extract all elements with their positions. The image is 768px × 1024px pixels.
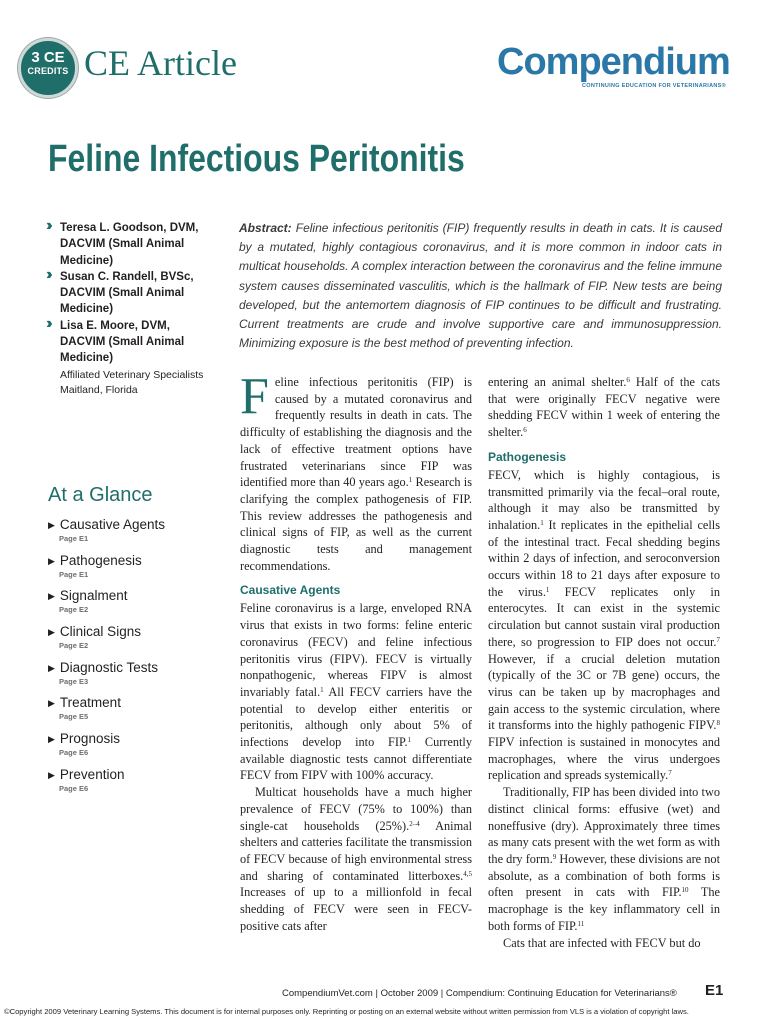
reference-mark: 7 (668, 769, 672, 778)
abstract-text: Feline infectious peritonitis (FIP) frequently results in death in cats. It is caused by a mutated, highly contagious coronavirus, and it is more common in indoor cats in multicat households. A complex interaction between the coronavirus and the feline immune system causes disseminated vasculitis, which is the hallmark of FIP. New tests are being developed, but the antemortem diagnosis of FIP continues to be difficult and frustrating. Current treatments are crude and involve supportive care and immunosuppression. Minimizing exposure is the best method of preventing infection. (239, 221, 722, 351)
glance-item-page: Page E2 (59, 641, 89, 651)
glance-item-label[interactable]: Pathogenesis (59, 552, 142, 568)
author-line: Medicine) (60, 352, 114, 365)
brand-tagline: CONTINUING EDUCATION FOR VETERINARIANS® (582, 83, 726, 89)
text-run: It replicates in the epithelial cells of the intestinal tract. Fecal shedding begins within 2 days of infection, and seroconversion occurs within 18 to 21 days after exposure to the virus. (488, 517, 720, 599)
text-run: entering an animal shelter. (488, 375, 627, 389)
glance-item-page: Page E1 (59, 569, 89, 579)
affiliation (46, 368, 226, 398)
affiliation-line: Maitland, Florida (60, 383, 138, 396)
triangle-right-icon: ▶ (48, 555, 55, 566)
triangle-right-icon: ▶ (48, 734, 55, 745)
text-run: Animal shelters and catteries facilitate the transmission of FECV because of high environmental stress and sharing of contaminated litterboxes. (240, 818, 473, 883)
text-run: All FECV carriers have the potential to develop either enteritis or peritonitis, although only about 5% of infections develop into FIP. (240, 684, 472, 750)
glance-item-page: Page E3 (59, 676, 89, 686)
text-run: Feline coronavirus is a large, enveloped RNA virus that exists in two forms: feline enteric coronavirus (FECV) and feline infectious peritonitis virus (FIPV). FECV is virtually nonpathogenic, whereas FIPV is almost invariably fatal. (240, 601, 472, 699)
glance-item-label[interactable]: Causative Agents (59, 517, 165, 532)
reference-mark: 1 (540, 518, 544, 527)
reference-mark: 1 (407, 736, 412, 745)
affiliation-line: Affiliated Veterinary Specialists (60, 368, 204, 381)
page-number: E1 (705, 982, 724, 999)
abstract (239, 219, 722, 353)
glance-item-label[interactable]: Prevention (59, 766, 125, 782)
reference-mark: 4,5 (463, 869, 472, 878)
section-heading-pathogenesis: Pathogenesis (488, 449, 567, 464)
at-a-glance-heading: At a Glance (48, 484, 153, 506)
paragraph (488, 374, 720, 441)
ce-credits-label: CREDITS (27, 66, 69, 76)
paragraph (488, 935, 720, 952)
reference-mark: 8 (716, 719, 720, 728)
text-run: Half of the cats that were originally FECV negative were shedding FECV within 1 week of entering the shelter. (488, 375, 720, 440)
reference-mark: 7 (716, 635, 720, 644)
text-run: However, these divisions are not absolute, as a combination of both forms is often present in cats with FIP. (488, 851, 720, 900)
author-line: DACVIM (Small Animal (60, 287, 185, 300)
glance-item[interactable] (48, 623, 228, 659)
glance-item[interactable] (48, 587, 228, 623)
reference-mark: 1 (408, 476, 413, 485)
text-run: Cats that are infected with FECV but do (503, 935, 701, 950)
glance-item[interactable] (48, 766, 228, 802)
triangle-right-icon: ▶ (48, 591, 55, 602)
reference-mark: 11 (577, 919, 585, 928)
paragraph (240, 368, 472, 574)
author-line: Teresa L. Goodson, DVM, (60, 222, 199, 234)
reference-mark: 9 (552, 852, 557, 861)
text-run: Increases of up to a millionfold in fecal shedding of FECV were seen in FECV-positive cats after (240, 885, 472, 933)
chevron-right-icon: ›› (46, 265, 49, 283)
triangle-right-icon: ▶ (48, 520, 55, 530)
copyright-notice: ©Copyright 2009 Veterinary Learning Systems. This document is for internal purposes only. Reprinting or posting on an external website without written permission from VLS is a violation of copyright laws. (4, 1007, 689, 1016)
text-run: Research is clarifying the complex pathogenesis of FIP. This review addresses the pathogenesis and clinical signs of FIP, as well as the current diagnostic tests and management recommendations. (240, 475, 472, 573)
paragraph (488, 467, 720, 784)
paragraph (240, 784, 472, 934)
text-run: The macrophage is the key inflammatory cell in both forms of FIP. (488, 885, 720, 933)
abstract-label: Abstract: (239, 221, 292, 235)
text-run: Currently available diagnostic tests cannot differentiate FECV from FIPV with 100% accuracy. (240, 735, 472, 783)
body-column-left (240, 368, 473, 935)
text-run: eline infectious peritonitis (FIP) is caused by a mutated coronavirus and frequently results in death in cats. The difficulty of establishing the diagnosis and the lack of effective treatment options have frustrated veterinarians since FIP was identified more than 40 years ago. (240, 375, 472, 490)
triangle-right-icon: ▶ (48, 627, 55, 638)
author-line: DACVIM (Small Animal (60, 238, 185, 251)
body-column-right (488, 374, 720, 951)
footer-text: CompendiumVet.com | October 2009 | Compendium: Continuing Education for Veterinarians® (282, 988, 677, 999)
author-line: Lisa E. Moore, DVM, (60, 319, 170, 332)
at-a-glance-list (48, 516, 228, 802)
glance-item-label[interactable]: Clinical Signs (59, 624, 141, 640)
section-heading-causative-agents: Causative Agents (240, 583, 341, 598)
paragraph (488, 784, 720, 934)
triangle-right-icon: ▶ (48, 769, 55, 780)
glance-item-label[interactable]: Signalment (59, 588, 128, 604)
triangle-right-icon: ▶ (48, 662, 55, 673)
text-run: Traditionally, FIP has been divided into two distinct clinical forms: effusive (wet) and noneffusive (dry). Approximately three times as many cats present with the wet form as with the dry form. (488, 785, 720, 866)
section-label: CE Article (84, 43, 237, 83)
glance-item-page: Page E5 (59, 712, 89, 722)
ce-credits-number: 3 CE (31, 49, 65, 66)
author-list (46, 217, 226, 398)
author-item (46, 265, 226, 318)
text-run: However, if a crucial deletion mutation (typically of the 3C or 7B gene) occurs, the virus can be taken up by macrophages and gain access to the systemic circulation, where it transforms into the highly pathogenic FIPV. (488, 651, 720, 733)
glance-item-label[interactable]: Prognosis (59, 731, 120, 747)
reference-mark: 6 (523, 426, 527, 435)
page-title: Feline Infectious Peritonitis (48, 138, 465, 180)
reference-mark: 1 (545, 585, 550, 594)
reference-mark: 2–4 (409, 819, 420, 828)
author-line: Medicine) (60, 303, 114, 316)
reference-mark: 1 (320, 685, 324, 694)
glance-item-label[interactable]: Diagnostic Tests (59, 659, 158, 675)
text-run: FIPV infection is sustained in monocytes and macrophages, where the virus undergoes replication and spreads systemically. (488, 735, 720, 783)
glance-item[interactable] (48, 552, 228, 588)
brand-logo: Compendium (497, 41, 730, 83)
glance-item[interactable] (48, 730, 228, 766)
chevron-right-icon: ›› (46, 217, 49, 234)
ce-credits-badge (18, 38, 78, 98)
glance-item[interactable] (48, 516, 228, 552)
triangle-right-icon: ▶ (48, 698, 55, 709)
glance-item-page: Page E2 (59, 605, 89, 615)
glance-item[interactable] (48, 694, 228, 730)
author-item (46, 314, 226, 367)
glance-item-page: Page E1 (59, 534, 89, 543)
author-line: DACVIM (Small Animal (60, 336, 185, 349)
text-run: Multicat households have a much higher prevalence of FECV (75% to 100%) than single-cat households (25%). (240, 785, 472, 833)
glance-item-page: Page E6 (59, 748, 89, 758)
author-item (46, 217, 226, 269)
reference-mark: 6 (626, 376, 630, 384)
text-run: FECV replicates only in enterocytes. It can exist in the systemic circulation but cannot sustain viral production there, so progression to FIP does not occur. (488, 584, 721, 649)
author-line: Medicine) (60, 254, 114, 267)
glance-item-page: Page E6 (59, 783, 89, 793)
drop-cap: F (240, 368, 269, 425)
paragraph (240, 600, 472, 784)
glance-item[interactable] (48, 659, 228, 695)
author-line: Susan C. Randell, BVSc, (60, 270, 194, 283)
reference-mark: 10 (681, 886, 689, 895)
glance-item-label[interactable]: Treatment (59, 695, 121, 711)
chevron-right-icon: ›› (46, 314, 49, 332)
text-run: FECV, which is highly contagious, is transmitted primarily via the fecal–oral route, although it may also be transmitted by inhalation. (488, 467, 720, 532)
